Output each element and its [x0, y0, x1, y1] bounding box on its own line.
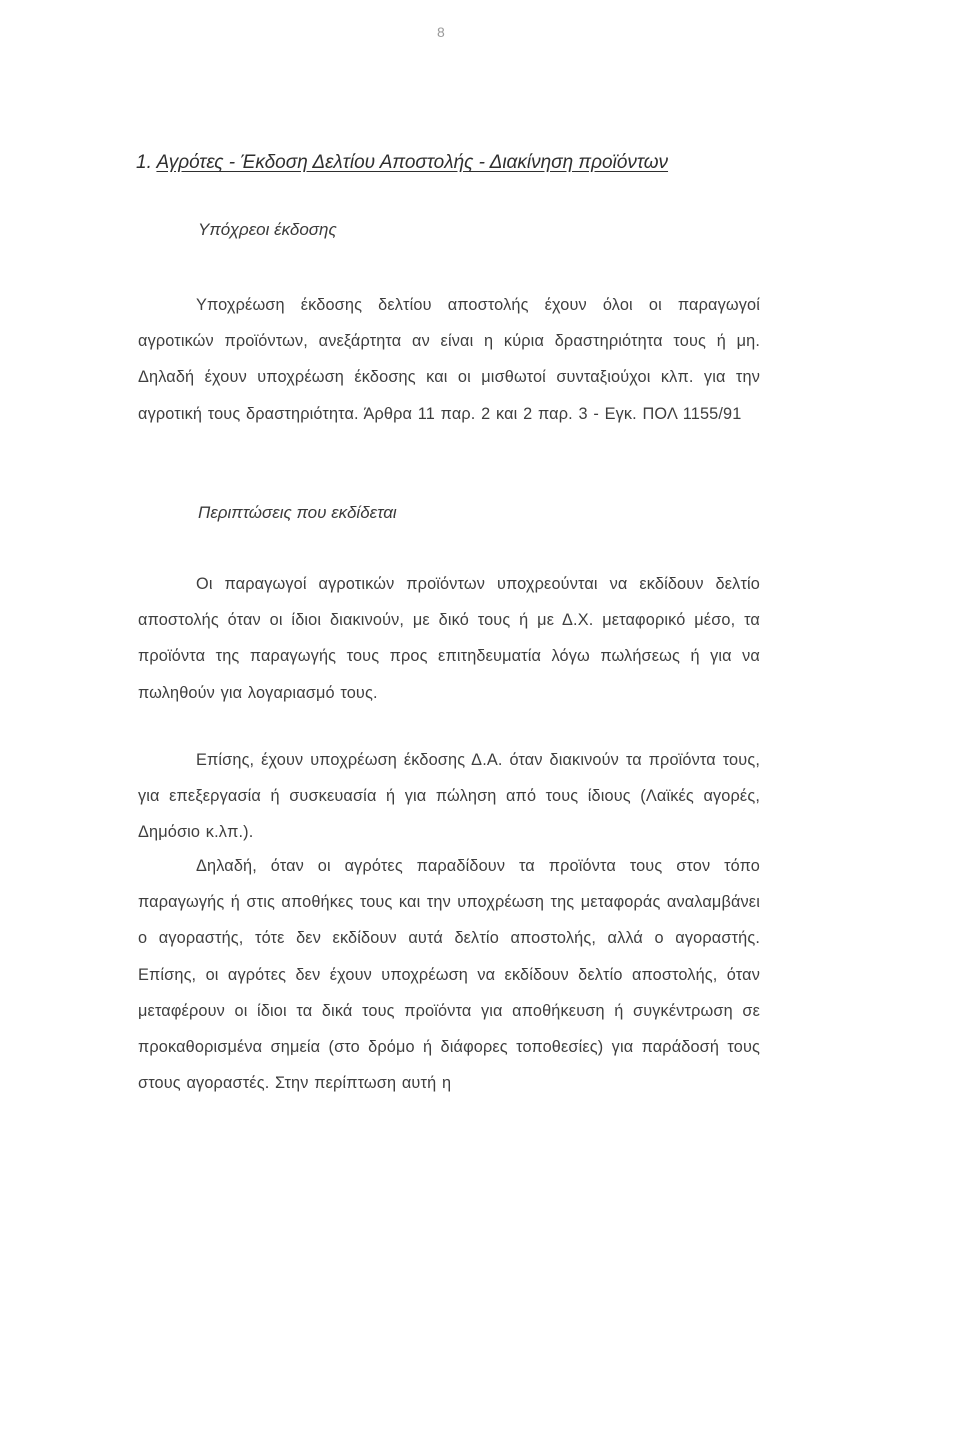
paragraph-obligation: [138, 287, 760, 432]
paragraph-text: Υποχρέωση έκδοσης δελτίου αποστολής έχουν όλοι οι παραγωγοί αγροτικών προϊόντων, ανεξάρτητα αν είναι η κύρια δραστηριότητα τους ή μη. Δηλαδή έχουν υποχρέωση έκδοσης και οι μισθωτοί συνταξιούχοι κλπ. για την αγροτική τους δραστηριότητα. Άρθρα 11 παρ. 2 και 2 παρ. 3 - Εγκ. ΠΟΛ 1155/91: [138, 296, 760, 423]
section-heading: [136, 152, 668, 174]
paragraph-text: Δηλαδή, όταν οι αγρότες παραδίδουν τα προϊόντα τους στον τόπο παραγωγής ή στις αποθήκες τους και την υποχρέωση της μεταφοράς αναλαμβάνει ο αγοραστής, τότε δεν εκδίδουν αυτά δελτίο αποστολής, αλλά ο αγοραστής. Επίσης, οι αγρότες δεν έχουν υποχρέωση να εκδίδουν δελτίο αποστολής, όταν μεταφέρουν οι ίδιοι τα δικά τους προϊόντα για αποθήκευση ή συγκέντρωση σε προκαθορισμένα σημεία (στο δρόμο ή διάφορες τοποθεσίες) για παράδοσή τους στους αγοραστές. Στην περίπτωση αυτή η: [138, 857, 760, 1093]
paragraph-text: Οι παραγωγοί αγροτικών προϊόντων υποχρεούνται να εκδίδουν δελτίο αποστολής όταν οι ίδιοι διακινούν, με δικό τους ή με Δ.Χ. μεταφορικό μέσο, τα προϊόντα της παραγωγής τους προς επιτηδευματία λόγω πωλήσεως ή για να πωληθούν για λογαριασμό τους.: [138, 575, 760, 702]
section-number: 1.: [136, 152, 152, 173]
subheading-cases: Περιπτώσεις που εκδίδεται: [198, 503, 397, 522]
subheading-obligated: Υπόχρεοι έκδοσης: [198, 220, 337, 239]
paragraph-cases-3: [138, 848, 760, 1101]
page-number: 8: [437, 24, 445, 40]
paragraph-cases-1: [138, 566, 760, 711]
paragraph-cases-2: [138, 742, 760, 851]
paragraph-text: Επίσης, έχουν υποχρέωση έκδοσης Δ.Α. όταν διακινούν τα προϊόντα τους, για επεξεργασία ή συσκευασία ή για πώληση από τους ίδιους (Λαϊκές αγορές, Δημόσιο κ.λπ.).: [138, 751, 760, 842]
section-title: Αγρότες - Έκδοση Δελτίου Αποστολής - Διακίνηση προϊόντων: [156, 152, 669, 173]
